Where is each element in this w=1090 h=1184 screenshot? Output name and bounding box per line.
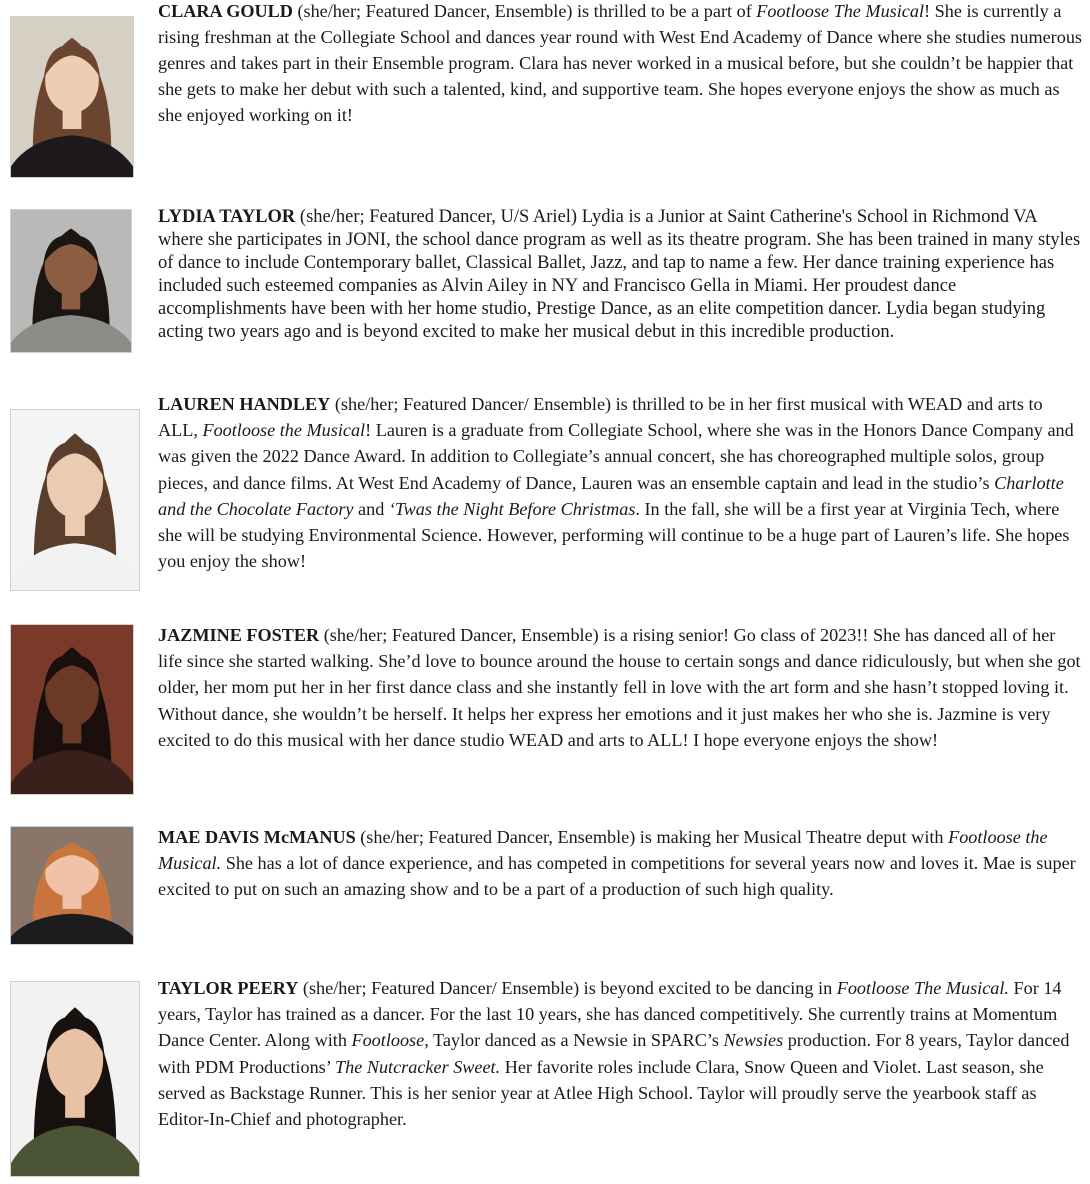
bio-text-jazmine-foster — [158, 622, 1082, 753]
bio-text-mae-davis-mcmanus — [158, 824, 1082, 903]
bio-jazmine-foster — [0, 620, 1090, 800]
bio-text-segment: , Taylor danced as a Newsie in SPARC’s — [424, 1030, 724, 1051]
italic-title-text: Newsies — [723, 1030, 784, 1051]
headshot-photo-lauren-handley — [10, 409, 140, 591]
performer-name: CLARA GOULD — [158, 1, 293, 21]
performer-name: LAUREN HANDLEY — [158, 394, 331, 414]
bio-lauren-handley — [0, 390, 1090, 600]
headshot-image — [11, 17, 133, 177]
performer-name: LYDIA TAYLOR — [158, 207, 296, 227]
bio-text-segment: ! Lauren is a graduate from Collegiate School, where she was in the Honors Dance Company and was given the 2022 Dance Award. In addition to Collegiate’s annual concert, she has choreographed multiple solos, group pieces, and dance films. At West End Academy of Dance, Lauren was an ensemble captain and lead in the studio’s — [158, 420, 1074, 493]
italic-title-text: Footloose The Musical — [756, 1, 925, 21]
bio-text-segment: (she/her; Featured Dancer, Ensemble) is making her Musical Theatre deput with — [355, 827, 949, 847]
bio-text-segment: production. For 8 years, Taylor danced with PDM Productions’ — [158, 1030, 1070, 1077]
bio-text-segment: . In the fall, she will be a first year at Virginia Tech, where she will be studying Environmental Science. However, performing will continue to be a huge part of Lauren’s life. She hopes you enjoy the show! — [158, 498, 1070, 572]
italic-title-text: Footloose The Musical. — [836, 978, 1009, 998]
italic-title-text: Footloose the Musical — [202, 420, 366, 441]
headshot-photo-taylor-peery — [10, 981, 140, 1177]
headshot-image — [11, 210, 131, 352]
italic-title-text: The Nutcracker Sweet. — [335, 1056, 501, 1077]
bio-text-segment: (she/her; Featured Dancer, U/S Ariel) Lydia is a Junior at Saint Catherine's School in Richmond VA where she participates in JONI, the school dance program as well as its theatre program. She has been trained in many styles of dance to include Contemporary ballet, Classical Ballet, Jazz, and tap to name a few. Her dance training experience has included such esteemed companies as Alvin Ailey in NY and Francisco Gella in Miami. Her proudest dance accomplishments have been with her home studio, Prestige Dance, as an elite competition dancer. Lydia began studying acting two years ago and is beyond excited to make her musical debut in this incredible production. — [158, 207, 1081, 342]
italic-title-text: Charlotte and the Chocolate Factory — [158, 472, 1064, 519]
italic-title-text: ‘Twas the Night Before Christmas — [388, 498, 636, 519]
bio-text-segment: (she/her; Featured Dancer, Ensemble) is a rising senior! Go class of 2023!! She has danced all of her life since she started walking. She’d love to bounce around the house to certain songs and dance ridiculously, but when she got older, her mom put her in her first dance class and she instantly fell in love with the art form and she hasn’t stopped loving it. Without dance, she wouldn’t be herself. It helps her express her emotions and it just makes her who she is. Jazmine is very excited to do this musical with her dance studio WEAD and arts to ALL! I hope everyone enjoys the show! — [158, 625, 1081, 750]
headshot-photo-clara-gould — [10, 16, 134, 178]
bio-text-segment: For 14 years, Taylor has trained as a dancer. For the last 10 years, she has danced competitively. She currently trains at Momentum Dance Center. Along with — [158, 978, 1062, 1051]
performer-name: TAYLOR PEERY — [158, 978, 299, 998]
bio-mae-davis-mcmanus — [0, 820, 1090, 950]
bio-clara-gould — [0, 0, 1090, 185]
headshot-photo-lydia-taylor — [10, 209, 132, 353]
italic-title-text: Footloose the Musical. — [158, 827, 1048, 874]
bio-text-segment: (she/her; Featured Dancer/ Ensemble) is thrilled to be in her first musical with WEAD and arts to ALL, — [158, 394, 1043, 441]
headshot-image — [11, 625, 133, 794]
bio-text-segment: (she/her; Featured Dancer/ Ensemble) is beyond excited to be dancing in — [298, 978, 837, 998]
headshot-photo-jazmine-foster — [10, 624, 134, 795]
italic-title-text: Footloose — [351, 1030, 425, 1051]
bio-text-lydia-taylor — [158, 206, 1082, 344]
bio-text-segment: ! She is currently a rising freshman at the Collegiate School and dances year round with West End Academy of Dance where she studies numerous genres and takes part in their Ensemble program. Clara has never worked in a musical before, but she couldn’t be happier that she gets to make her debut with such a talented, kind, and supportive team. She hopes everyone enjoys the show as much as she enjoyed working on it! — [158, 1, 1082, 125]
headshot-image — [11, 982, 139, 1176]
bio-text-segment: and — [353, 498, 389, 519]
bio-text-clara-gould — [158, 0, 1082, 128]
bio-text-segment: She has a lot of dance experience, and has competed in competitions for several years now and loves it. Mae is super excited to put on such an amazing show and to be a part of a production of such high quality. — [158, 853, 1076, 900]
bio-text-lauren-handley — [158, 391, 1082, 574]
bio-text-segment: (she/her; Featured Dancer, Ensemble) is thrilled to be a part of — [292, 1, 757, 21]
bio-lydia-taylor — [0, 200, 1090, 375]
headshot-image — [11, 827, 133, 944]
headshot-photo-mae-davis-mcmanus — [10, 826, 134, 945]
bio-text-segment: Her favorite roles include Clara, Snow Queen and Violet. Last season, she served as Backstage Runner. This is her senior year at Atlee High School. Taylor will proudly serve the yearbook staff as Editor-In-Chief and photographer. — [158, 1056, 1044, 1130]
bio-taylor-peery — [0, 975, 1090, 1184]
bio-text-taylor-peery — [158, 975, 1082, 1132]
performer-name: JAZMINE FOSTER — [158, 625, 320, 645]
performer-name: MAE DAVIS McMANUS — [158, 827, 356, 847]
headshot-image — [11, 410, 139, 590]
